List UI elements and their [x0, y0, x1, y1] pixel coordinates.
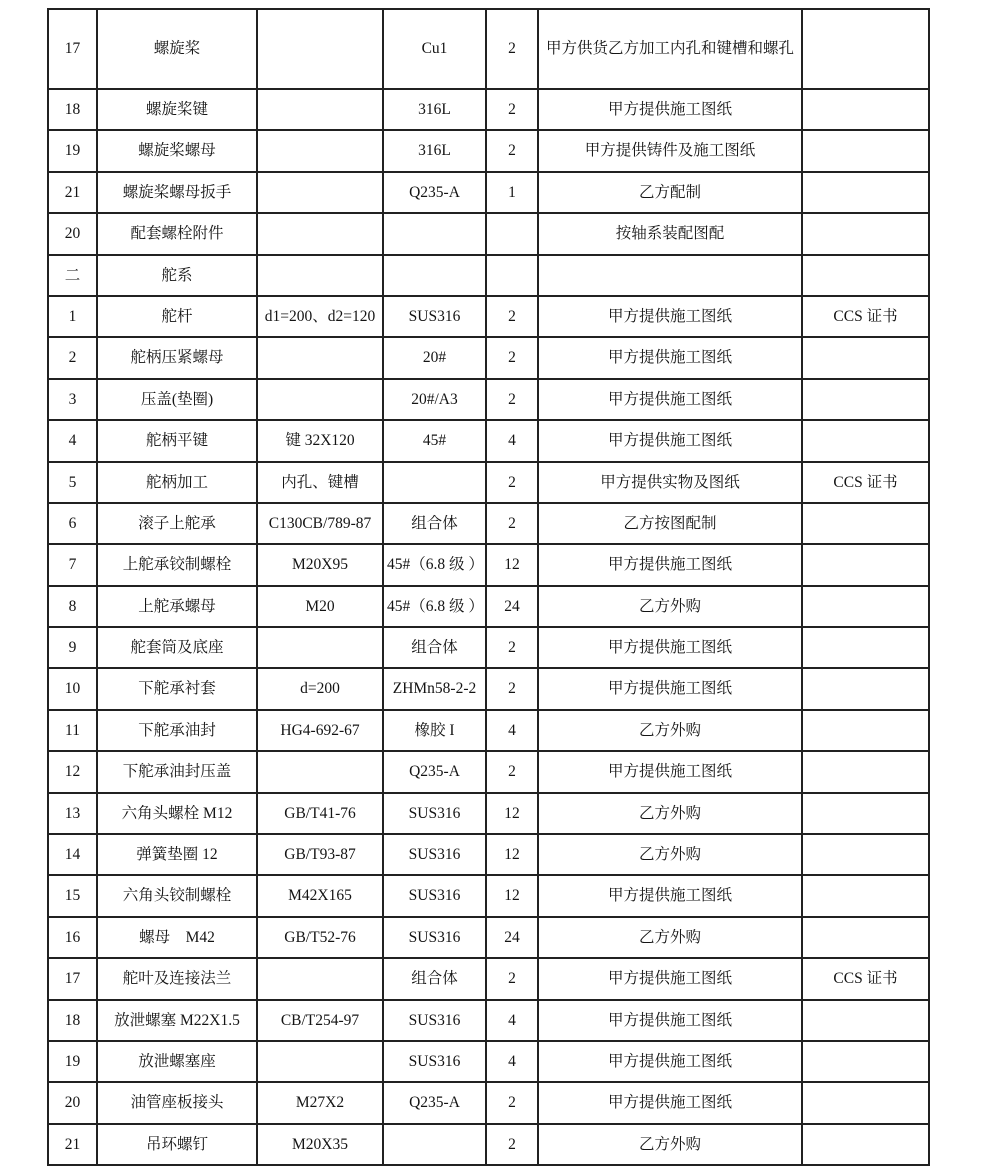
- cell-material: SUS316: [383, 875, 486, 916]
- cell-material: 316L: [383, 130, 486, 171]
- cell-spec: [257, 337, 383, 378]
- cell-material: [383, 462, 486, 503]
- cell-spec: M20X95: [257, 544, 383, 585]
- cell-qty: 2: [486, 958, 538, 999]
- cell-name: 螺母 M42: [97, 917, 257, 958]
- cell-remark: 甲方提供实物及图纸: [538, 462, 802, 503]
- cell-qty: 2: [486, 751, 538, 792]
- cell-cert: [802, 627, 929, 668]
- cell-qty: 2: [486, 337, 538, 378]
- cell-remark: 甲方提供施工图纸: [538, 1000, 802, 1041]
- table-row: [48, 958, 929, 999]
- cell-spec: M20X35: [257, 1124, 383, 1165]
- table-row: [48, 710, 929, 751]
- cell-qty: 12: [486, 793, 538, 834]
- cell-name: 舵柄平键: [97, 420, 257, 461]
- table-row: [48, 296, 929, 337]
- cell-spec: C130CB/789-87: [257, 503, 383, 544]
- cell-name: 螺旋桨螺母扳手: [97, 172, 257, 213]
- cell-remark: 甲方提供施工图纸: [538, 544, 802, 585]
- cell-no: 3: [48, 379, 97, 420]
- cell-remark: 乙方外购: [538, 1124, 802, 1165]
- cell-remark: 乙方按图配制: [538, 503, 802, 544]
- cell-material: SUS316: [383, 917, 486, 958]
- cell-remark: 甲方提供施工图纸: [538, 627, 802, 668]
- cell-name: 下舵承油封压盖: [97, 751, 257, 792]
- cell-no: 21: [48, 172, 97, 213]
- cell-no: 14: [48, 834, 97, 875]
- cell-material: 橡胶 I: [383, 710, 486, 751]
- cell-qty: 24: [486, 586, 538, 627]
- cell-spec: 内孔、键槽: [257, 462, 383, 503]
- cell-qty: 12: [486, 834, 538, 875]
- cell-qty: 1: [486, 172, 538, 213]
- cell-material: 45#（6.8 级 ）: [383, 544, 486, 585]
- cell-cert: [802, 213, 929, 254]
- table-row: [48, 503, 929, 544]
- cell-name: 吊环螺钉: [97, 1124, 257, 1165]
- cell-no: 5: [48, 462, 97, 503]
- cell-name: 油管座板接头: [97, 1082, 257, 1123]
- cell-spec: [257, 130, 383, 171]
- cell-name: 放泄螺塞 M22X1.5: [97, 1000, 257, 1041]
- table-row: [48, 337, 929, 378]
- cell-name: 舵系: [97, 255, 257, 296]
- cell-qty: [486, 213, 538, 254]
- cell-material: SUS316: [383, 296, 486, 337]
- table-row: [48, 834, 929, 875]
- cell-qty: 2: [486, 379, 538, 420]
- cell-spec: [257, 213, 383, 254]
- cell-name: 舵叶及连接法兰: [97, 958, 257, 999]
- cell-spec: [257, 1041, 383, 1082]
- cell-no: 18: [48, 89, 97, 130]
- cell-no: 16: [48, 917, 97, 958]
- cell-no: 11: [48, 710, 97, 751]
- cell-no: 13: [48, 793, 97, 834]
- table-row: [48, 1041, 929, 1082]
- cell-name: 舵套筒及底座: [97, 627, 257, 668]
- cell-qty: 12: [486, 544, 538, 585]
- cell-spec: [257, 255, 383, 296]
- cell-name: 上舵承铰制螺栓: [97, 544, 257, 585]
- cell-name: 配套螺栓附件: [97, 213, 257, 254]
- cell-no: 6: [48, 503, 97, 544]
- cell-name: 六角头螺栓 M12: [97, 793, 257, 834]
- cell-cert: [802, 89, 929, 130]
- cell-spec: 键 32X120: [257, 420, 383, 461]
- cell-name: 螺旋桨键: [97, 89, 257, 130]
- cell-cert: CCS 证书: [802, 958, 929, 999]
- cell-material: 组合体: [383, 503, 486, 544]
- cell-material: 20#: [383, 337, 486, 378]
- table-row: [48, 627, 929, 668]
- cell-material: [383, 255, 486, 296]
- cell-cert: [802, 379, 929, 420]
- cell-spec: M20: [257, 586, 383, 627]
- cell-remark: 按轴系装配图配: [538, 213, 802, 254]
- cell-spec: [257, 172, 383, 213]
- cell-remark: 甲方提供施工图纸: [538, 1082, 802, 1123]
- cell-remark: 甲方提供施工图纸: [538, 379, 802, 420]
- cell-cert: [802, 1082, 929, 1123]
- cell-spec: [257, 379, 383, 420]
- table-row: [48, 586, 929, 627]
- cell-no: 19: [48, 1041, 97, 1082]
- cell-name: 螺旋桨螺母: [97, 130, 257, 171]
- table-row: [48, 1000, 929, 1041]
- cell-spec: [257, 627, 383, 668]
- cell-no: 2: [48, 337, 97, 378]
- cell-cert: [802, 337, 929, 378]
- cell-spec: GB/T93-87: [257, 834, 383, 875]
- cell-no: 20: [48, 213, 97, 254]
- cell-cert: [802, 1041, 929, 1082]
- cell-remark: 甲方提供施工图纸: [538, 89, 802, 130]
- cell-no: 21: [48, 1124, 97, 1165]
- cell-spec: [257, 89, 383, 130]
- cell-remark: 乙方外购: [538, 586, 802, 627]
- cell-cert: [802, 793, 929, 834]
- cell-material: 45#: [383, 420, 486, 461]
- cell-qty: 4: [486, 1041, 538, 1082]
- cell-cert: [802, 1000, 929, 1041]
- cell-spec: HG4-692-67: [257, 710, 383, 751]
- cell-no: 20: [48, 1082, 97, 1123]
- cell-remark: 乙方配制: [538, 172, 802, 213]
- cell-no: 15: [48, 875, 97, 916]
- table-row: [48, 462, 929, 503]
- cell-spec: M42X165: [257, 875, 383, 916]
- cell-remark: 甲方提供施工图纸: [538, 751, 802, 792]
- cell-remark: 乙方外购: [538, 834, 802, 875]
- cell-material: Q235-A: [383, 751, 486, 792]
- cell-material: 组合体: [383, 958, 486, 999]
- cell-remark: 乙方外购: [538, 710, 802, 751]
- cell-name: 舵杆: [97, 296, 257, 337]
- cell-no: 18: [48, 1000, 97, 1041]
- cell-material: ZHMn58-2-2: [383, 668, 486, 709]
- cell-no: 10: [48, 668, 97, 709]
- cell-name: 舵柄压紧螺母: [97, 337, 257, 378]
- cell-cert: [802, 130, 929, 171]
- cell-qty: 2: [486, 462, 538, 503]
- cell-material: 20#/A3: [383, 379, 486, 420]
- cell-spec: [257, 9, 383, 89]
- parts-list-table: [47, 8, 930, 1166]
- table-row: [48, 255, 929, 296]
- cell-spec: d1=200、d2=120: [257, 296, 383, 337]
- table-row: [48, 379, 929, 420]
- cell-qty: 2: [486, 296, 538, 337]
- cell-no: 1: [48, 296, 97, 337]
- table-row: [48, 793, 929, 834]
- cell-name: 放泄螺塞座: [97, 1041, 257, 1082]
- cell-qty: [486, 255, 538, 296]
- table-row: [48, 875, 929, 916]
- cell-material: SUS316: [383, 793, 486, 834]
- cell-spec: [257, 751, 383, 792]
- table-row: [48, 751, 929, 792]
- table-row: [48, 89, 929, 130]
- cell-name: 滚子上舵承: [97, 503, 257, 544]
- cell-remark: 甲方提供施工图纸: [538, 420, 802, 461]
- table-row: [48, 420, 929, 461]
- cell-remark: 乙方外购: [538, 793, 802, 834]
- cell-no: 7: [48, 544, 97, 585]
- cell-material: Q235-A: [383, 172, 486, 213]
- cell-remark: 甲方提供施工图纸: [538, 296, 802, 337]
- cell-name: 下舵承油封: [97, 710, 257, 751]
- table-row: [48, 130, 929, 171]
- cell-material: 45#（6.8 级 ）: [383, 586, 486, 627]
- cell-cert: [802, 917, 929, 958]
- cell-qty: 2: [486, 1124, 538, 1165]
- cell-spec: CB/T254-97: [257, 1000, 383, 1041]
- cell-cert: [802, 9, 929, 89]
- cell-qty: 2: [486, 668, 538, 709]
- parts-table-container: [47, 8, 930, 1166]
- cell-name: 六角头铰制螺栓: [97, 875, 257, 916]
- cell-no: 9: [48, 627, 97, 668]
- table-row: [48, 917, 929, 958]
- cell-remark: 甲方提供铸件及施工图纸: [538, 130, 802, 171]
- cell-spec: [257, 958, 383, 999]
- cell-cert: [802, 586, 929, 627]
- cell-material: [383, 1124, 486, 1165]
- cell-name: 上舵承螺母: [97, 586, 257, 627]
- cell-spec: GB/T41-76: [257, 793, 383, 834]
- cell-material: SUS316: [383, 834, 486, 875]
- table-row: [48, 544, 929, 585]
- table-row: [48, 1124, 929, 1165]
- cell-cert: [802, 751, 929, 792]
- cell-remark: 甲方提供施工图纸: [538, 668, 802, 709]
- table-row: [48, 213, 929, 254]
- cell-material: 组合体: [383, 627, 486, 668]
- cell-cert: [802, 255, 929, 296]
- cell-qty: 2: [486, 627, 538, 668]
- table-row: [48, 172, 929, 213]
- cell-qty: 2: [486, 1082, 538, 1123]
- cell-cert: CCS 证书: [802, 462, 929, 503]
- cell-name: 下舵承衬套: [97, 668, 257, 709]
- cell-spec: d=200: [257, 668, 383, 709]
- cell-cert: [802, 503, 929, 544]
- cell-qty: 12: [486, 875, 538, 916]
- cell-spec: M27X2: [257, 1082, 383, 1123]
- cell-cert: [802, 544, 929, 585]
- cell-qty: 2: [486, 130, 538, 171]
- cell-qty: 4: [486, 1000, 538, 1041]
- cell-material: Cu1: [383, 9, 486, 89]
- cell-name: 螺旋桨: [97, 9, 257, 89]
- cell-remark: 乙方外购: [538, 917, 802, 958]
- cell-material: SUS316: [383, 1000, 486, 1041]
- cell-remark: 甲方提供施工图纸: [538, 1041, 802, 1082]
- cell-cert: [802, 834, 929, 875]
- cell-cert: [802, 1124, 929, 1165]
- cell-no: 二: [48, 255, 97, 296]
- cell-remark: 甲方提供施工图纸: [538, 337, 802, 378]
- cell-no: 17: [48, 9, 97, 89]
- cell-name: 舵柄加工: [97, 462, 257, 503]
- cell-spec: GB/T52-76: [257, 917, 383, 958]
- cell-no: 4: [48, 420, 97, 461]
- cell-qty: 4: [486, 420, 538, 461]
- cell-cert: [802, 172, 929, 213]
- cell-qty: 2: [486, 9, 538, 89]
- cell-qty: 2: [486, 89, 538, 130]
- cell-cert: [802, 710, 929, 751]
- cell-remark: 甲方提供施工图纸: [538, 875, 802, 916]
- parts-table-body: [48, 9, 929, 1165]
- cell-material: 316L: [383, 89, 486, 130]
- cell-remark: [538, 255, 802, 296]
- cell-material: [383, 213, 486, 254]
- cell-name: 压盖(垫圈): [97, 379, 257, 420]
- cell-qty: 2: [486, 503, 538, 544]
- cell-material: SUS316: [383, 1041, 486, 1082]
- cell-no: 19: [48, 130, 97, 171]
- cell-no: 8: [48, 586, 97, 627]
- cell-cert: [802, 420, 929, 461]
- cell-cert: CCS 证书: [802, 296, 929, 337]
- table-row: [48, 1082, 929, 1123]
- cell-no: 17: [48, 958, 97, 999]
- table-row: [48, 9, 929, 89]
- cell-name: 弹簧垫圈 12: [97, 834, 257, 875]
- table-row: [48, 668, 929, 709]
- cell-remark: 甲方提供施工图纸: [538, 958, 802, 999]
- cell-qty: 24: [486, 917, 538, 958]
- cell-cert: [802, 875, 929, 916]
- cell-qty: 4: [486, 710, 538, 751]
- cell-no: 12: [48, 751, 97, 792]
- cell-material: Q235-A: [383, 1082, 486, 1123]
- cell-remark: 甲方供货乙方加工内孔和键槽和螺孔: [538, 9, 802, 89]
- cell-cert: [802, 668, 929, 709]
